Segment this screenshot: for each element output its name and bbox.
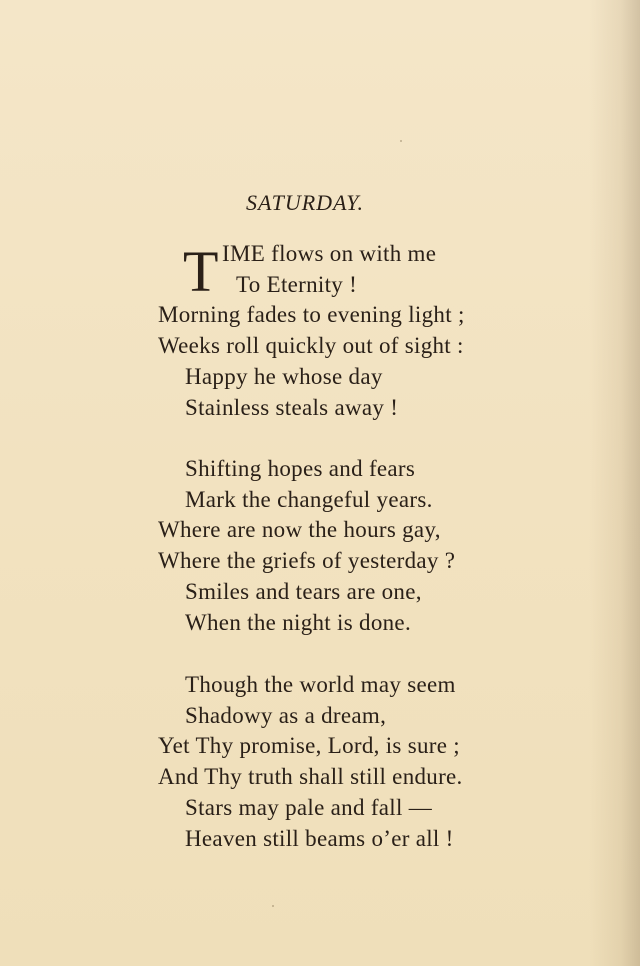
poem-line: Heaven still beams o’er all ! [185,826,454,851]
drop-cap: T [183,239,219,304]
poem-line: Happy he whose day [185,364,383,389]
poem-line: When the night is done. [185,610,411,635]
paper-speck [400,140,402,142]
poem-line: To Eternity ! [236,272,358,297]
poem-line: Though the world may seem [185,672,456,697]
poem-line: Shifting hopes and fears [185,456,416,481]
poem-line: Shadowy as a dream, [185,703,387,728]
poem-line: Weeks roll quickly out of sight : [158,333,464,358]
poem-line: Stars may pale and fall — [185,795,433,820]
paper-speck [272,905,274,907]
poem-line: Smiles and tears are one, [185,579,422,604]
poem-line: Yet Thy promise, Lord, is sure ; [158,733,460,758]
poem-title: SATURDAY. [245,190,364,215]
poem-line: Where are now the hours gay, [158,517,441,542]
poem-line: Mark the changeful years. [185,487,433,512]
poem-line: Where the griefs of yesterday ? [158,548,456,573]
poem-line: Morning fades to evening light ; [158,302,465,327]
poem-line: Stainless steals away ! [185,395,399,420]
poem-line: IME flows on with me [222,241,437,266]
poem-line: And Thy truth shall still endure. [158,764,463,789]
